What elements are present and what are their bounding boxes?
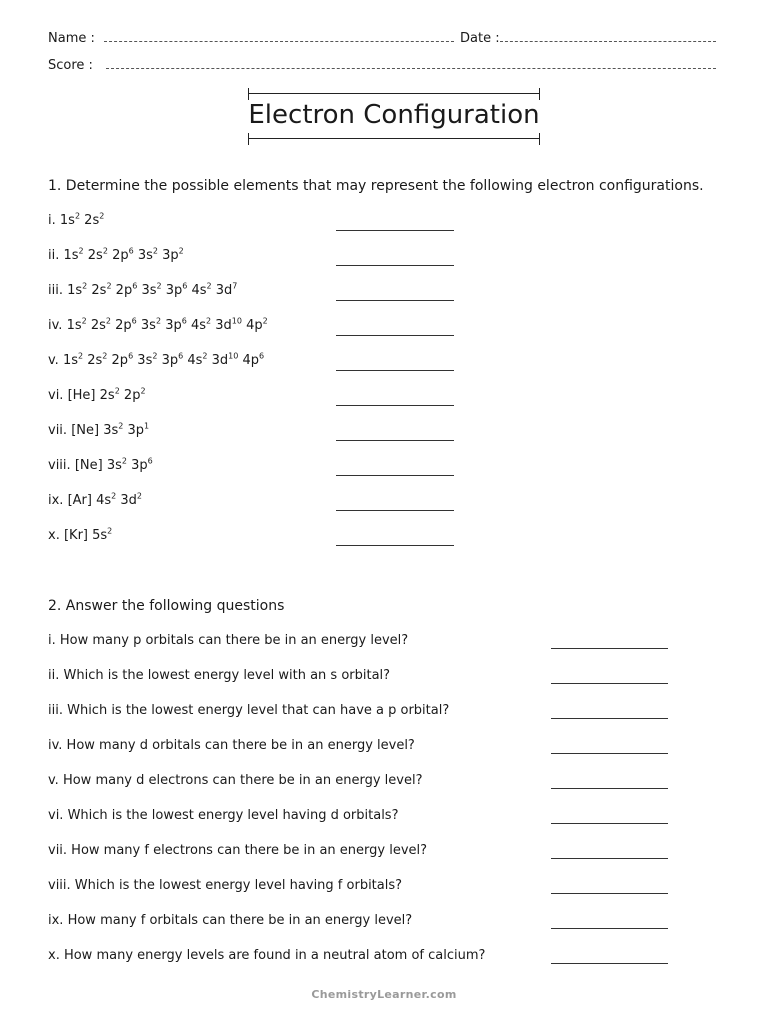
answer-line[interactable]	[551, 858, 668, 859]
orbital-term: 2p	[112, 248, 129, 263]
title-bottom-left-tick	[248, 133, 249, 145]
config-item-number: ii.	[48, 248, 60, 263]
section1-heading: 1. Determine the possible elements that may represent the following electron configurations.	[48, 178, 704, 194]
config-item-number: ix.	[48, 493, 64, 508]
config-item-number: i.	[48, 213, 56, 228]
config-item	[48, 352, 264, 370]
question-item: vi. Which is the lowest energy level having d orbitals?	[48, 808, 399, 823]
orbital-exponent: 2	[78, 351, 84, 361]
orbital-term: 3p	[162, 248, 179, 263]
orbital-exponent: 2	[78, 246, 84, 256]
orbital-exponent: 6	[178, 351, 184, 361]
question-item: ii. Which is the lowest energy level with an s orbital?	[48, 668, 391, 683]
answer-line[interactable]	[336, 265, 454, 266]
answer-line[interactable]	[551, 718, 668, 719]
title-top-rule	[248, 93, 540, 94]
config-item-number: iv.	[48, 318, 63, 333]
orbital-exponent: 2	[136, 491, 143, 501]
config-item	[48, 492, 142, 510]
orbital-term: 3s	[103, 423, 119, 438]
config-item-number: iii.	[48, 283, 63, 298]
question-item: v. How many d electrons can there be in an energy level?	[48, 773, 423, 788]
orbital-exponent: 6	[128, 351, 134, 361]
config-item	[48, 317, 268, 335]
orbital-exponent: 2	[81, 316, 87, 326]
orbital-term: 4s	[190, 318, 206, 333]
orbital-term: 3s	[140, 318, 156, 333]
answer-line[interactable]	[336, 545, 454, 546]
question-item: viii. Which is the lowest energy level having f orbitals?	[48, 878, 403, 893]
orbital-term: 1s	[67, 283, 83, 298]
orbital-exponent: 2	[118, 421, 124, 431]
name-label: Name :	[48, 31, 95, 46]
orbital-exponent: 2	[206, 281, 212, 291]
orbital-term: 4p	[246, 318, 263, 333]
orbital-exponent: 2	[262, 316, 268, 326]
orbital-exponent: 2	[106, 281, 112, 291]
answer-line[interactable]	[336, 475, 454, 476]
orbital-term: 3s	[106, 458, 122, 473]
orbital-exponent: 6	[259, 351, 265, 361]
orbital-exponent: 2	[102, 246, 108, 256]
orbital-term: 2p	[115, 318, 132, 333]
date-field[interactable]	[500, 41, 716, 42]
answer-line[interactable]	[551, 648, 668, 649]
orbital-exponent: 6	[181, 316, 187, 326]
orbital-exponent: 2	[140, 386, 146, 396]
answer-line[interactable]	[336, 405, 454, 406]
answer-line[interactable]	[551, 928, 668, 929]
config-item	[48, 282, 237, 300]
orbital-term: 3d	[215, 283, 233, 298]
orbital-term: 4s	[191, 283, 207, 298]
orbital-term: 1s	[63, 248, 79, 263]
orbital-exponent: 6	[147, 456, 153, 466]
orbital-term: 2p	[123, 388, 141, 403]
orbital-exponent: 2	[111, 491, 117, 501]
date-label: Date :	[460, 31, 500, 46]
question-item: iv. How many d orbitals can there be in an energy level?	[48, 738, 415, 753]
answer-line[interactable]	[551, 683, 668, 684]
title-bottom-rule	[248, 138, 540, 139]
orbital-term: 3d	[215, 318, 232, 333]
orbital-term: 3d	[120, 493, 137, 508]
orbital-exponent: 2	[99, 211, 105, 221]
orbital-exponent: 2	[114, 386, 120, 396]
answer-line[interactable]	[336, 510, 454, 511]
orbital-term: [Kr]	[63, 528, 88, 543]
orbital-exponent: 2	[74, 211, 81, 221]
config-item-number: vi.	[48, 388, 64, 403]
answer-line[interactable]	[336, 440, 454, 441]
orbital-exponent: 10	[231, 316, 242, 326]
orbital-exponent: 2	[82, 281, 88, 291]
config-item-number: viii.	[48, 458, 71, 473]
config-item-number: x.	[48, 528, 60, 543]
orbital-exponent: 2	[155, 316, 162, 326]
config-item	[48, 212, 104, 230]
orbital-term: 4s	[187, 353, 203, 368]
footer-site: ChemistryLearner.com	[311, 988, 457, 1001]
config-item	[48, 457, 153, 475]
title-bottom-right-tick	[539, 133, 540, 145]
answer-line[interactable]	[551, 823, 668, 824]
config-item	[48, 422, 149, 440]
orbital-exponent: 2	[206, 316, 212, 326]
orbital-term: 3s	[141, 283, 157, 298]
orbital-term: 3p	[127, 423, 145, 438]
question-item: iii. Which is the lowest energy level that can have a p orbital?	[48, 703, 450, 718]
config-item	[48, 387, 146, 405]
orbital-term: 3s	[137, 353, 153, 368]
score-label: Score :	[48, 58, 93, 73]
orbital-term: 2p	[111, 353, 129, 368]
orbital-exponent: 2	[105, 316, 111, 326]
orbital-exponent: 2	[107, 526, 113, 536]
orbital-exponent: 6	[182, 281, 188, 291]
orbital-term: 2s	[87, 248, 103, 263]
orbital-term: [Ar]	[67, 493, 92, 508]
answer-line[interactable]	[336, 370, 454, 371]
score-field[interactable]	[106, 68, 716, 69]
orbital-term: 3p	[165, 283, 183, 298]
orbital-exponent: 2	[121, 456, 127, 466]
section2-heading: 2. Answer the following questions	[48, 598, 285, 614]
orbital-term: 4s	[96, 493, 112, 508]
orbital-term: 3p	[131, 458, 148, 473]
orbital-exponent: 2	[178, 246, 184, 256]
question-item: ix. How many f orbitals can there be in an energy level?	[48, 913, 413, 928]
question-item: vii. How many f electrons can there be in an energy level?	[48, 843, 428, 858]
orbital-term: 1s	[66, 318, 82, 333]
answer-line[interactable]	[551, 963, 668, 964]
answer-line[interactable]	[551, 893, 668, 894]
orbital-term: 1s	[59, 213, 75, 228]
orbital-term: 3p	[165, 318, 182, 333]
orbital-exponent: 2	[202, 351, 208, 361]
orbital-exponent: 6	[132, 281, 138, 291]
answer-line[interactable]	[551, 788, 668, 789]
orbital-term: 3d	[211, 353, 229, 368]
orbital-exponent: 6	[131, 316, 137, 326]
title-box	[248, 88, 540, 152]
name-field[interactable]	[104, 41, 454, 42]
orbital-term: 2s	[87, 353, 103, 368]
orbital-term: 2p	[115, 283, 133, 298]
orbital-exponent: 10	[228, 351, 239, 361]
orbital-exponent: 1	[144, 421, 150, 431]
orbital-exponent: 2	[156, 281, 162, 291]
answer-line[interactable]	[336, 335, 454, 336]
orbital-exponent: 2	[102, 351, 108, 361]
orbital-term: 4p	[242, 353, 260, 368]
orbital-term: 2s	[90, 318, 106, 333]
orbital-term: 3p	[161, 353, 179, 368]
page-title: Electron Configuration	[248, 100, 540, 130]
orbital-term: 5s	[92, 528, 108, 543]
orbital-exponent: 2	[152, 351, 158, 361]
answer-line[interactable]	[336, 230, 454, 231]
orbital-term: [Ne]	[74, 458, 103, 473]
orbital-exponent: 6	[128, 246, 134, 256]
answer-line[interactable]	[551, 753, 668, 754]
orbital-term: 3s	[137, 248, 153, 263]
orbital-term: 1s	[62, 353, 79, 368]
answer-line[interactable]	[336, 300, 454, 301]
config-item	[48, 527, 112, 545]
orbital-term: 2s	[99, 388, 115, 403]
orbital-term: 2s	[84, 213, 100, 228]
config-item-number: v.	[48, 353, 59, 368]
orbital-term: [Ne]	[71, 423, 100, 438]
question-item: i. How many p orbitals can there be in an energy level?	[48, 633, 409, 648]
orbital-term: [He]	[67, 388, 96, 403]
orbital-term: 2s	[91, 283, 107, 298]
question-item: x. How many energy levels are found in a neutral atom of calcium?	[48, 948, 486, 963]
orbital-exponent: 2	[152, 246, 158, 256]
config-item-number: vii.	[48, 423, 68, 438]
config-item	[48, 247, 184, 265]
orbital-exponent: 7	[232, 281, 238, 291]
